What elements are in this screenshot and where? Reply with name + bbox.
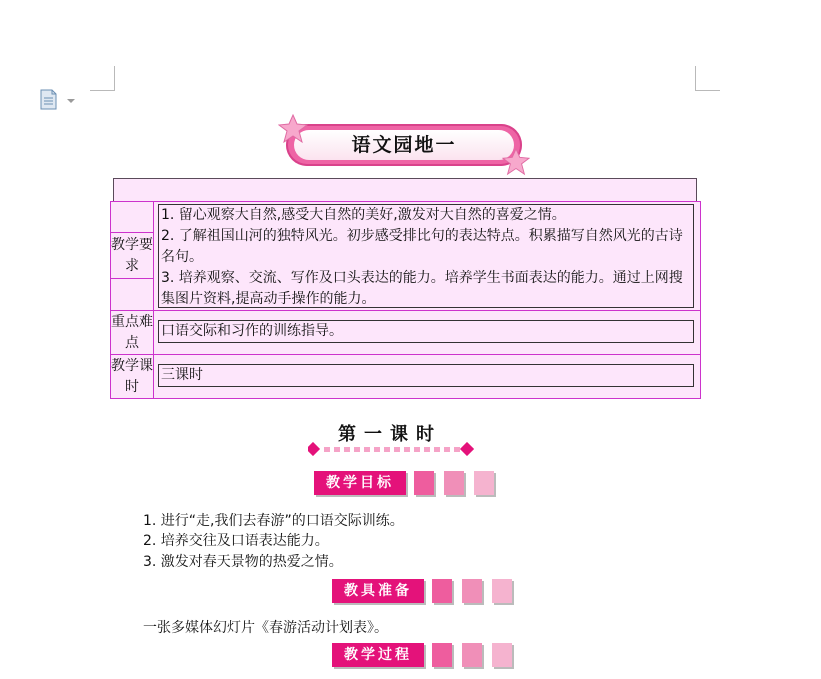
- table-row-divider: [111, 354, 700, 355]
- hours-label: 教学课时: [111, 358, 153, 395]
- section-tag-square: [492, 643, 512, 667]
- table-row-divider: [111, 310, 700, 311]
- document-page-icon[interactable]: [40, 89, 62, 111]
- section-tag-square: [462, 579, 482, 603]
- section-tag-label: 教学过程: [332, 643, 424, 667]
- section-tag-square: [414, 471, 434, 495]
- section-tag-label: 教学目标: [314, 471, 406, 495]
- requirement-item: 1. 留心观察大自然,感受大自然的美好,激发对大自然的喜爱之情。: [161, 207, 566, 223]
- title-banner: [278, 114, 532, 176]
- section-tag-objectives: [314, 471, 498, 497]
- hours-content: 三课时: [158, 364, 694, 387]
- page-title: 语文园地一: [351, 134, 457, 156]
- label-cell-line: [111, 232, 153, 233]
- star-icon: [502, 148, 530, 176]
- materials-item: 一张多媒体幻灯片《春游活动计划表》。: [143, 620, 388, 636]
- section-tag-label: 教具准备: [332, 579, 424, 603]
- objective-item: 2. 培养交往及口语表达能力。: [143, 533, 329, 549]
- key-points-label: 重点难点: [111, 314, 153, 351]
- section-tag-square: [462, 643, 482, 667]
- label-cell-line: [111, 278, 153, 279]
- requirements-content: [158, 204, 694, 308]
- requirements-label: 教学要求: [111, 237, 153, 274]
- key-points-content: 口语交际和习作的训练指导。: [158, 320, 694, 343]
- section-tag-materials: [332, 579, 516, 605]
- section-tag-square: [492, 579, 512, 603]
- section-tag-square: [432, 643, 452, 667]
- table-column-divider: [153, 202, 154, 398]
- section-tag-square: [432, 579, 452, 603]
- page-corner-mark-right: [695, 66, 720, 91]
- table-header-bar: [113, 178, 697, 202]
- section-tag-process: [332, 643, 516, 669]
- lesson-heading-text: 第一课时: [338, 424, 442, 445]
- objective-item: 1. 进行“走,我们去春游”的口语交际训练。: [143, 513, 404, 529]
- lesson-info-table: [110, 201, 701, 399]
- page-corner-mark-left: [90, 66, 115, 91]
- section-tag-square: [444, 471, 464, 495]
- lesson-heading: [300, 418, 480, 460]
- objective-item: 3. 激发对春天景物的热爱之情。: [143, 554, 343, 570]
- dotted-underline-decoration: [308, 442, 474, 456]
- star-icon: [278, 114, 308, 144]
- requirement-item: 3. 培养观察、交流、写作及口头表达的能力。培养学生书面表达的能力。通过上网搜集图片资料,提高动手操作的能力。: [161, 270, 683, 307]
- requirement-item: 2. 了解祖国山河的独特风光。初步感受排比句的表达特点。积累描写自然风光的古诗名句。: [161, 228, 683, 265]
- section-tag-square: [474, 471, 494, 495]
